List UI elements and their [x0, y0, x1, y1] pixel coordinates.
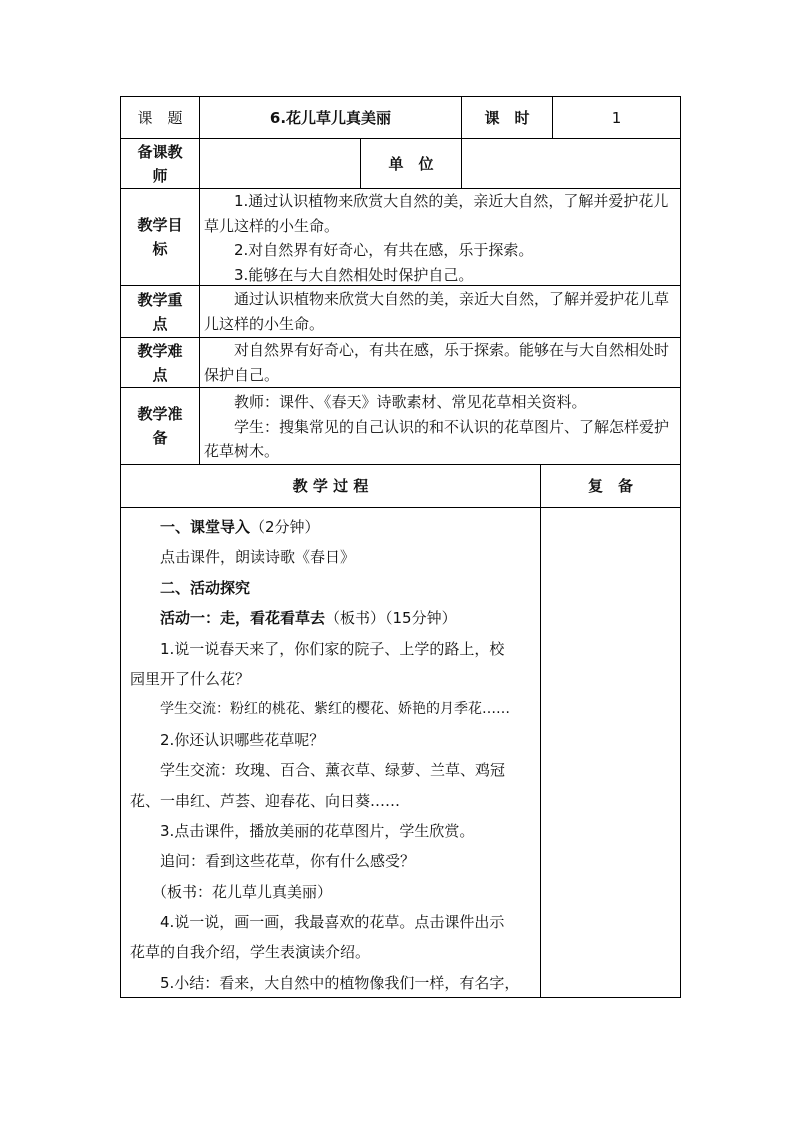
process-line: 4.说一说，画一画，我最喜欢的花草。点击课件出示 [160, 913, 505, 932]
process-line: 花、一串红、芦荟、迎春花、向日葵…… [130, 791, 401, 810]
label-hours: 课 时 [484, 108, 530, 127]
label-objectives-line1: 教学目 [137, 216, 183, 234]
process-line: 学生交流：粉红的桃花、紫红的樱花、娇艳的月季花…… [160, 701, 510, 718]
label-teacher [121, 139, 199, 188]
label-preparation-line1: 教学准 [137, 405, 183, 423]
process-line: 点击课件，朗读诗歌《春日》 [160, 548, 356, 567]
label-preparation [121, 388, 199, 464]
rule [680, 96, 681, 998]
label-unit: 单 位 [388, 154, 434, 173]
process-line: 1.说一说春天来了，你们家的院子、上学的路上，校 [160, 639, 505, 658]
process-line: 一、课堂导入（2分钟） [160, 518, 320, 536]
process-line: 花草的自我介绍，学生表演读介绍。 [130, 943, 371, 962]
process-line: （板书：花儿草儿真美丽） [152, 882, 333, 901]
label-key-points [121, 286, 199, 337]
label-difficulties-line1: 教学难 [137, 341, 183, 360]
review-header: 复 备 [587, 477, 633, 495]
review-column [541, 508, 680, 997]
label-teacher-line2: 师 [152, 166, 168, 185]
process-line: 园里开了什么花？ [130, 669, 251, 688]
process-content [130, 512, 538, 998]
objective-item: 3.能够在与大自然相处时保护自己。 [234, 265, 474, 284]
process-line: 3.点击课件，播放美丽的花草图片，学生欣赏。 [160, 821, 475, 840]
label-objectives [121, 189, 199, 285]
objective-item: 2.对自然界有好奇心，有共在感，乐于探索。 [234, 241, 534, 259]
process-line: 2.你还认识哪些花草呢？ [160, 730, 325, 749]
rule [120, 387, 681, 388]
label-difficulties [121, 338, 199, 387]
process-line: 追问：看到这些花草，你有什么感受？ [160, 852, 416, 871]
label-objectives-line2: 标 [152, 240, 168, 258]
label-teacher-line1: 备课教 [137, 142, 183, 161]
label-preparation-line2: 备 [152, 429, 168, 447]
process-line: 活动一：走，看花看草去（板书）（15分钟） [160, 609, 457, 628]
topic-value: 6.花儿草儿真美丽 [269, 108, 392, 127]
process-header: 教 学 过 程 [292, 477, 369, 495]
process-line: 5.小结：看来，大自然中的植物像我们一样，有名字， [160, 973, 520, 992]
teacher-value [200, 139, 360, 188]
unit-value [462, 139, 680, 188]
objectives-text [204, 189, 676, 287]
process-line: 学生交流：玫瑰、百合、薰衣草、绿萝、兰草、鸡冠 [160, 761, 506, 780]
process-line: 二、活动探究 [160, 578, 251, 597]
difficulties-paragraph: 对自然界有好奇心，有共在感，乐于探索。能够在与大自然相处时保护自己。 [204, 341, 670, 384]
objective-item: 1.通过认识植物来欣赏大自然的美，亲近大自然，了解并爱护花儿草儿这样的小生命。 [204, 192, 669, 235]
label-key-points-line2: 点 [152, 314, 168, 333]
preparation-text [204, 390, 676, 464]
key-points-text [204, 287, 676, 336]
label-key-points-line1: 教学重 [137, 290, 183, 309]
label-difficulties-line2: 点 [152, 365, 168, 384]
preparation-item: 教师：课件、《春天》诗歌素材、常见花草相关资料。 [234, 393, 587, 411]
preparation-item: 学生：搜集常见的自己认识的和不认识的花草图片、了解怎样爱护花草树木。 [204, 417, 670, 460]
hours-value: 1 [611, 108, 622, 127]
difficulties-text [204, 338, 676, 387]
label-topic: 课 题 [137, 108, 183, 127]
key-points-paragraph: 通过认识植物来欣赏大自然的美，亲近大自然，了解并爱护花儿草儿这样的小生命。 [204, 290, 670, 333]
